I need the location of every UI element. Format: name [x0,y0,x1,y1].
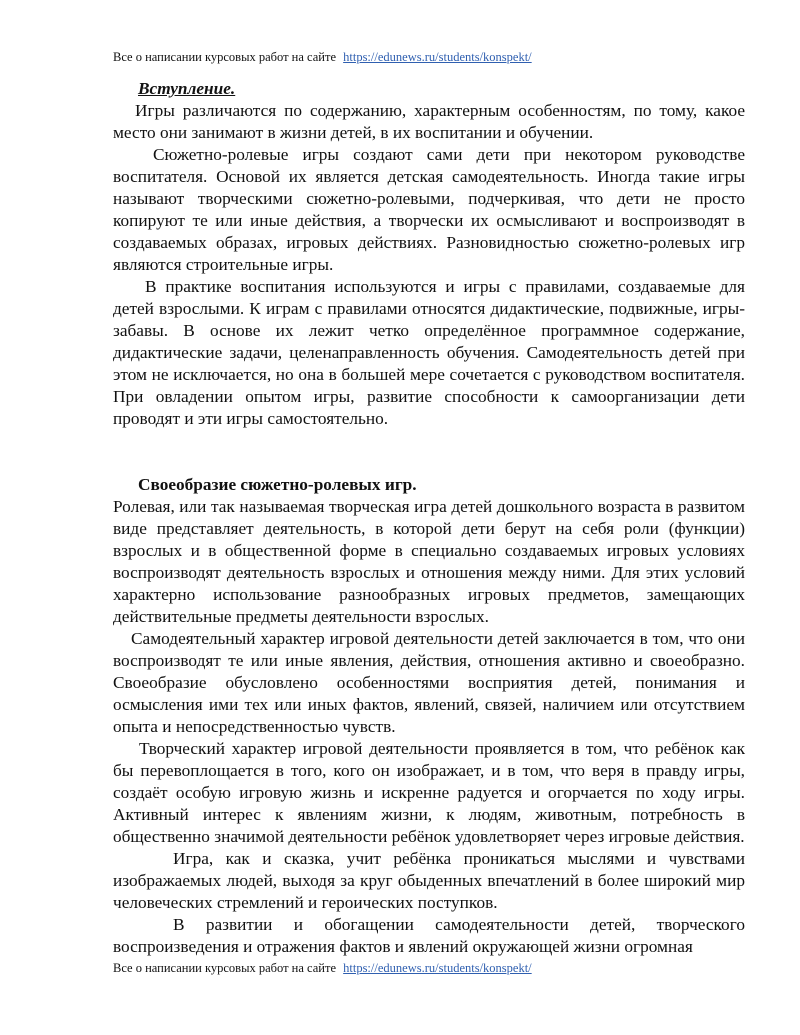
section-paragraph-4: Игра, как и сказка, учит ребёнка проникаться мыслями и чувствами изображаемых людей, выходя за круг обыденных впечатлений в более широкий мир человеческих стремлений и героических поступков. [113,849,745,912]
section-paragraph-3: Творческий характер игровой деятельности проявляется в том, что ребёнок как бы перевоплощается в того, кого он изображает, и в том, что веря в правду игры, создаёт особую игровую жизнь и искренне радуется и огорчается по ходу игры. Активный интерес к явлениям жизни, к людям, животным, потребность в общественно значимой деятельности ребёнок удовлетворяет через игровые действия. [113,739,745,846]
page-footer [113,960,532,976]
section-paragraph-5: В развитии и обогащении самодеятельности детей, творческого воспроизведения и отражения фактов и явлений окружающей жизни огромная [113,915,745,956]
section-paragraph-1: Ролевая, или так называемая творческая игра детей дошкольного возраста в развитом виде представляет деятельность, в которой дети берут на себя роли (функции) взрослых и в общественной форме в специально создаваемых игровых условиях воспроизводят деятельность взрослых и отношения между ними. Для этих условий характерно использование разнообразных игровых предметов, замещающих действительные предметы деятельности взрослых. [113,497,745,626]
footer-text: Все о написании курсовых работ на сайте [113,961,336,975]
page-header [113,49,532,65]
footer-link[interactable]: https://edunews.ru/students/konspekt/ [343,961,532,975]
section-paragraph-2: Самодеятельный характер игровой деятельности детей заключается в том, что они воспроизводят те или иные явления, действия, отношения активно и своеобразно. Своеобразие обусловлено особенностями восприятия детей, понимания и осмысления ими тех или иных фактов, явлений, связей, наличием или отсутствием опыта и непосредственностью чувств. [113,629,745,736]
header-text: Все о написании курсовых работ на сайте [113,50,336,64]
intro-paragraph-3: В практике воспитания используются и игры с правилами, создаваемые для детей взрослыми. К играм с правилами относятся дидактические, подвижные, игры-забавы. В основе их лежит четко определённое программное содержание, дидактические задачи, целенаправленность обучения. Самодеятельность детей при этом не исключается, но она в большей мере сочетается с руководством воспитателя. При овладении опытом игры, развитие способности к самоорганизации дети проводят и эти игры самостоятельно. [113,277,745,428]
document-body [113,78,745,958]
intro-paragraph-1: Игры различаются по содержанию, характерным особенностям, по тому, какое место они занимают в жизни детей, в их воспитании и обучении. [113,101,745,142]
header-link[interactable]: https://edunews.ru/students/konspekt/ [343,50,532,64]
intro-paragraph-2: Сюжетно-ролевые игры создают сами дети при некотором руководстве воспитателя. Основой их является детская самодеятельность. Иногда такие игры называют творческими сюжетно-ролевыми, подчеркивая, что дети не просто копируют те или иные действия, а творчески их осмысливают и воспроизводят в создаваемых образах, игровых действиях. Разновидностью сюжетно-ролевых игр являются строительные игры. [113,145,745,274]
section-heading: Своеобразие сюжетно-ролевых игр. [138,475,417,494]
intro-heading: Вступление. [138,79,236,98]
